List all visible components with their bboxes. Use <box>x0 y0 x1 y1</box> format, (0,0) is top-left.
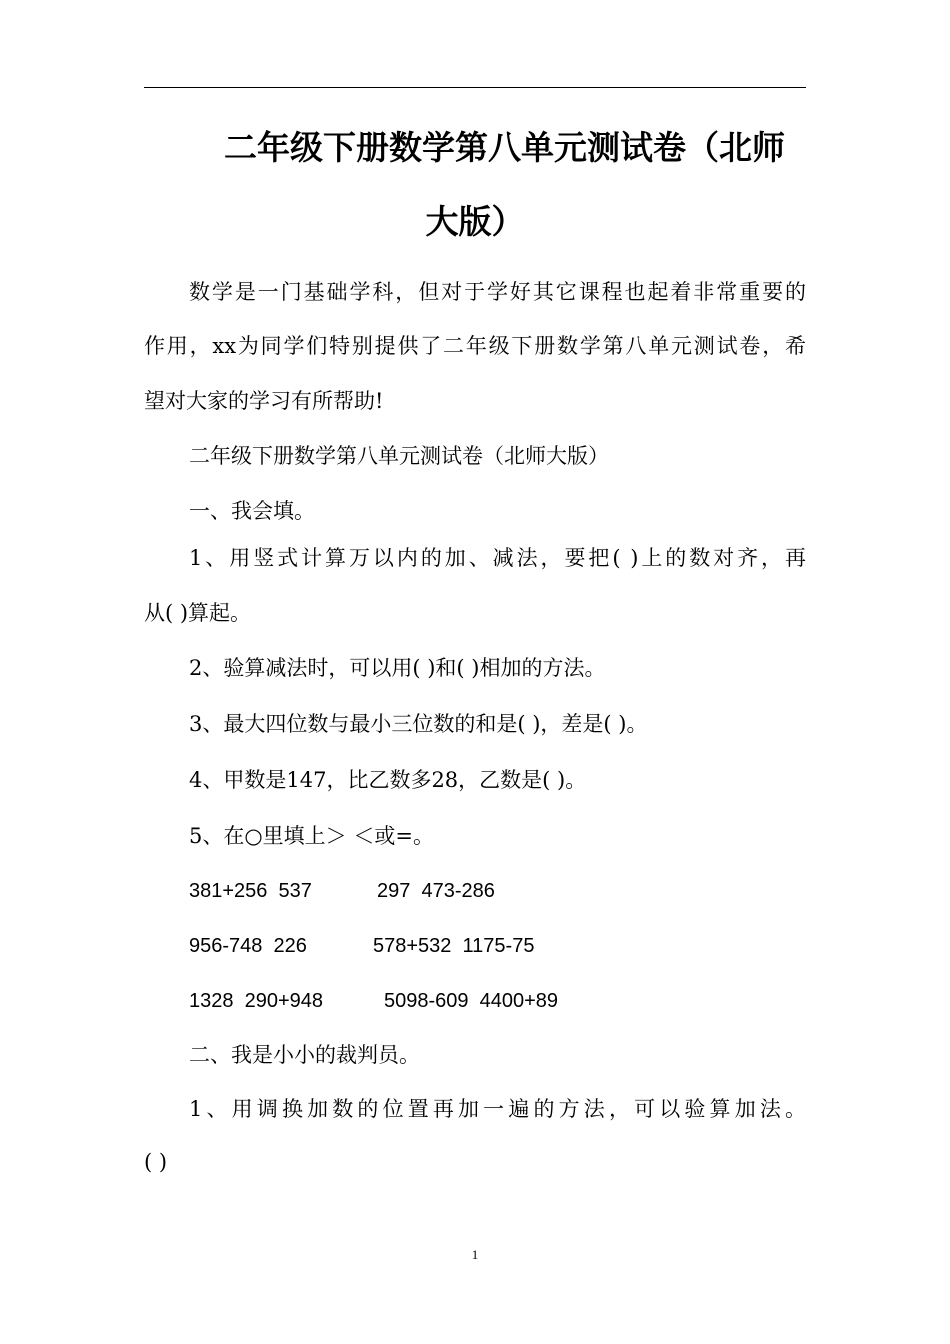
intro-paragraph-line1: 数学是一门基础学科，但对于学好其它课程也起着非常重要的 <box>189 280 806 304</box>
comparison-right: 297 473-286 <box>377 880 495 902</box>
section1-heading: 一、我会填。 <box>189 499 315 523</box>
question-2: 2、验算减法时，可以用( )和( )相加的方法。 <box>189 656 606 680</box>
page-number: 1 <box>471 1247 479 1262</box>
judge-question-1-line2: ( ) <box>144 1150 168 1174</box>
comparison-right: 578+532 1175-75 <box>373 935 535 957</box>
subtitle: 二年级下册数学第八单元测试卷（北师大版） <box>189 444 609 468</box>
section2-heading: 二、我是小小的裁判员。 <box>189 1043 420 1067</box>
question-3: 3、最大四位数与最小三位数的和是( )，差是( )。 <box>189 712 648 736</box>
document-title-line2: 大版） <box>425 202 525 241</box>
header-rule <box>144 87 806 88</box>
judge-question-1-line1: 1、用调换加数的位置再加一遍的方法，可以验算加法。 <box>189 1097 806 1121</box>
comparison-left: 1328 290+948 <box>189 990 324 1012</box>
comparison-left: 381+256 537 <box>189 880 312 902</box>
question-1-line1: 1、用竖式计算万以内的加、减法，要把( )上的数对齐，再 <box>189 546 806 570</box>
question-5: 5、在○里填上＞ ＜或=。 <box>189 824 434 848</box>
question-1-line2: 从( )算起。 <box>144 601 252 625</box>
intro-paragraph-line3: 望对大家的学习有所帮助! <box>144 389 384 413</box>
document-title-line1: 二年级下册数学第八单元测试卷（北师 <box>224 128 785 167</box>
comparison-left: 956-748 226 <box>189 935 307 957</box>
intro-paragraph-line2: 作用，xx为同学们特别提供了二年级下册数学第八单元测试卷，希 <box>144 334 806 358</box>
question-4: 4、甲数是147，比乙数多28，乙数是( )。 <box>189 768 587 792</box>
comparison-right: 5098-609 4400+89 <box>384 990 559 1012</box>
